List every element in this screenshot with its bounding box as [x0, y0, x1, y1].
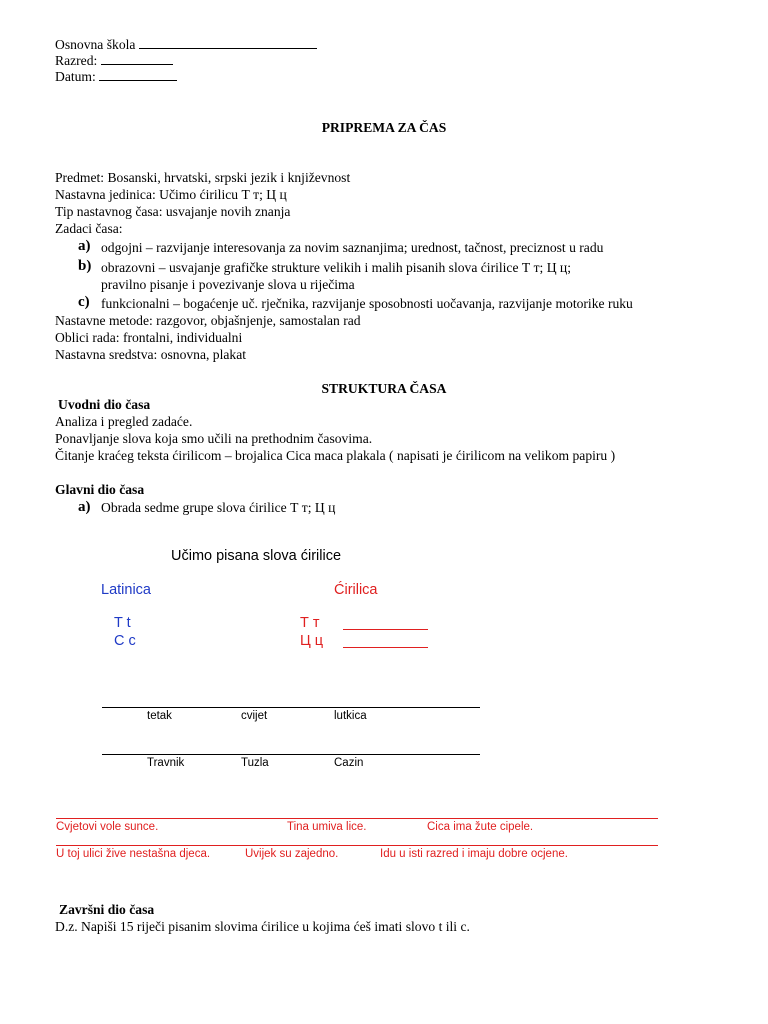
structure-title: STRUKTURA ČASA	[321, 381, 447, 396]
latin-header: Latinica	[101, 582, 151, 598]
school-blank	[139, 36, 317, 49]
sentence-2: Tina umiva lice.	[287, 821, 367, 833]
task-a-label: a)	[78, 238, 91, 254]
task-a-text: odgojni – razvijanje interesovanja za novim saznanjima; urednost, tačnost, preciznost u radu	[101, 240, 604, 255]
date-label: Datum:	[55, 69, 96, 84]
task-b-text: obrazovni – usvajanje grafičke strukture velikih i malih pisanih slova ćirilice Т т; Ц ц;	[101, 260, 571, 275]
cyrillic-c-writing-line	[343, 647, 428, 648]
tools-line: Nastavna sredstva: osnovna, plakat	[55, 347, 247, 362]
latin-letter-c: C c	[114, 633, 136, 649]
sentence-5: Uvijek su zajedno.	[245, 848, 339, 860]
cyrillic-letter-t: Т т	[300, 615, 320, 631]
closing-heading: Završni dio časa	[59, 902, 155, 917]
word-lutkica: lutkica	[334, 710, 367, 722]
task-c-label: c)	[78, 294, 90, 310]
homework-line: D.z. Napiši 15 riječi pisanim slovima ćirilice u kojima ćeš imati slovo t ili c.	[55, 919, 470, 934]
main-item-label: a)	[78, 499, 91, 515]
task-b-text2: pravilno pisanje i povezivanje slova u riječima	[101, 277, 355, 292]
task-c-text: funkcionalni – bogaćenje uč. rječnika, razvijanje sposobnosti uočavanja, razvijanje motorike ruku	[101, 296, 633, 311]
word-cvijet: cvijet	[241, 710, 268, 722]
sentence-4: U toj ulici žive nestašna djeca.	[56, 848, 211, 860]
class-field	[55, 52, 173, 69]
tasks-label: Zadaci časa:	[55, 221, 123, 236]
intro-line-2: Ponavljanje slova koja smo učili na prethodnim časovima.	[55, 431, 373, 446]
word-tetak: tetak	[147, 710, 172, 722]
sentence-1: Cvjetovi vole sunce.	[56, 821, 159, 833]
methods-line: Nastavne metode: razgovor, objašnjenje, samostalan rad	[55, 313, 361, 328]
school-label: Osnovna škola	[55, 37, 136, 52]
cyrillic-letter-c: Ц ц	[300, 633, 324, 649]
sentence-6: Idu u isti razred i imaju dobre ocjene.	[380, 848, 568, 860]
poster-title: Učimo pisana slova ćirilice	[171, 548, 342, 564]
class-label: Razred:	[55, 53, 98, 68]
cyrillic-header: Ćirilica	[334, 582, 378, 598]
intro-line-3: Čitanje kraćeg teksta ćirilicom – brojalica Cica maca plakala ( napisati je ćirilicom na velikom papiru )	[55, 448, 616, 463]
date-blank	[99, 68, 177, 81]
latin-letter-t: T t	[114, 615, 131, 631]
school-field	[55, 36, 317, 53]
sentence-3: Cica ima žute cipele.	[427, 821, 534, 833]
main-heading: Glavni dio časa	[55, 482, 145, 497]
intro-heading: Uvodni dio časa	[58, 397, 151, 412]
type-line: Tip nastavnog časa: usvajanje novih znanja	[55, 204, 291, 219]
word-cazin: Cazin	[334, 757, 364, 769]
cyrillic-t-writing-line	[343, 629, 428, 630]
main-item-text: Obrada sedme grupe slova ćirilice Т т; Ц ц	[101, 500, 336, 515]
word-tuzla: Tuzla	[241, 757, 269, 769]
task-b-label: b)	[78, 258, 92, 274]
unit-line: Nastavna jedinica: Učimo ćirilicu Т т; Ц ц	[55, 187, 287, 202]
date-field	[55, 68, 177, 85]
intro-line-1: Analiza i pregled zadaće.	[55, 414, 193, 429]
word-travnik: Travnik	[147, 757, 185, 769]
class-blank	[101, 52, 173, 65]
forms-line: Oblici rada: frontalni, individualni	[55, 330, 243, 345]
page-title: PRIPREMA ZA ČAS	[321, 120, 447, 135]
subject-line: Predmet: Bosanski, hrvatski, srpski jezik i književnost	[55, 170, 351, 185]
